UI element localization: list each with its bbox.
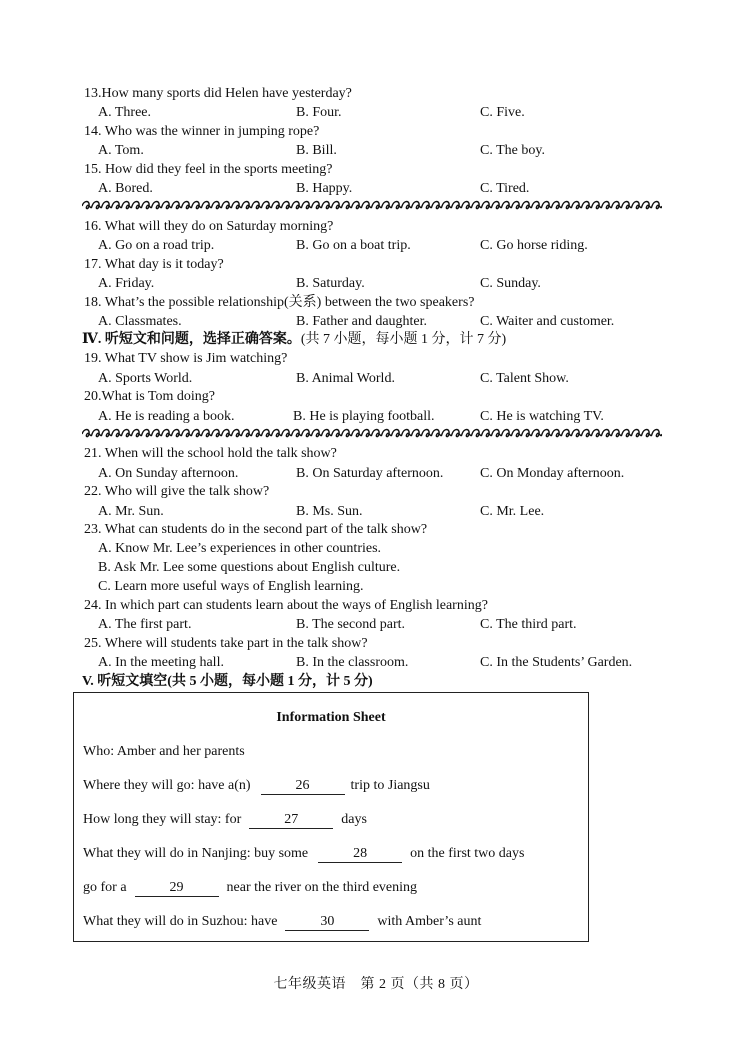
info-suzhou — [83, 913, 481, 931]
options-21 — [98, 465, 718, 483]
info-suzhou-label: What they will do in Suzhou: have — [83, 914, 278, 929]
option-a: A. The first part. — [98, 617, 192, 632]
option-a: A. Classmates. — [98, 314, 182, 329]
page-footer: 七年级英语 第 2 页（共 8 页） — [273, 977, 479, 992]
info-where-tail: trip to Jiangsu — [350, 778, 430, 793]
option-b: B. Animal World. — [296, 371, 395, 386]
info-where-label: Where they will go: have a(n) — [83, 778, 251, 793]
question-17: 17. What day is it today? — [84, 257, 224, 272]
options-14 — [98, 142, 718, 160]
option-a: A. Tom. — [98, 143, 144, 158]
information-sheet-title: Information Sheet — [276, 710, 386, 725]
blank-27: 27 — [249, 812, 333, 829]
option-c: C. In the Students’ Garden. — [480, 655, 633, 670]
option-a: A. On Sunday afternoon. — [98, 466, 239, 481]
info-who: Who: Amber and her parents — [83, 744, 245, 759]
option-a: A. Know Mr. Lee’s experiences in other countries. — [98, 541, 382, 556]
options-19 — [98, 370, 718, 388]
info-how-long-label: How long they will stay: for — [83, 812, 242, 827]
options-16 — [98, 237, 718, 255]
option-a: A. Go on a road trip. — [98, 238, 215, 253]
question-14: 14. Who was the winner in jumping rope? — [84, 124, 320, 139]
info-nanjing — [83, 845, 524, 863]
option-c: C. Five. — [480, 105, 525, 120]
info-nanjing-label: What they will do in Nanjing: buy some — [83, 846, 309, 861]
blank-29: 29 — [135, 880, 219, 897]
blank-30: 30 — [285, 914, 369, 931]
option-b: B. Bill. — [296, 143, 337, 158]
option-c: C. Tired. — [480, 181, 530, 196]
section-4-title: Ⅳ. 听短文和问题，选择正确答案。 — [82, 332, 301, 347]
info-go-for — [83, 879, 417, 897]
question-15: 15. How did they feel in the sports meeting? — [84, 162, 333, 177]
info-how-long — [83, 811, 367, 829]
section-5-heading: V. 听短文填空(共 5 小题，每小题 1 分，计 5 分) — [82, 674, 373, 689]
question-21: 21. When will the school hold the talk show? — [84, 446, 337, 461]
option-a: A. In the meeting hall. — [98, 655, 224, 670]
options-22 — [98, 503, 718, 521]
option-b: B. Ms. Sun. — [296, 504, 363, 519]
question-20: 20.What is Tom doing? — [84, 389, 215, 404]
info-nanjing-tail: on the first two days — [410, 846, 525, 861]
question-23: 23. What can students do in the second part of the talk show? — [84, 522, 428, 537]
option-c: C. The third part. — [480, 617, 577, 632]
question-13: 13.How many sports did Helen have yesterday? — [84, 86, 352, 101]
options-15 — [98, 180, 718, 198]
option-b: B. He is playing football. — [293, 409, 435, 424]
option-c: C. Mr. Lee. — [480, 504, 545, 519]
option-c: C. Waiter and customer. — [480, 314, 615, 329]
option-b: B. Four. — [296, 105, 342, 120]
option-c: C. Sunday. — [480, 276, 541, 291]
info-go-for-tail: near the river on the third evening — [226, 880, 418, 895]
question-25: 25. Where will students take part in the talk show? — [84, 636, 368, 651]
info-where — [83, 777, 430, 795]
option-a: A. Sports World. — [98, 371, 193, 386]
option-b: B. Saturday. — [296, 276, 365, 291]
option-c: C. Go horse riding. — [480, 238, 588, 253]
question-24: 24. In which part can students learn about the ways of English learning? — [84, 598, 488, 613]
options-18 — [98, 313, 718, 331]
option-b: B. Father and daughter. — [296, 314, 428, 329]
question-22: 22. Who will give the talk show? — [84, 484, 270, 499]
blank-26: 26 — [261, 778, 345, 795]
option-a: A. Bored. — [98, 181, 153, 196]
options-20 — [98, 408, 718, 426]
option-b: B. Ask Mr. Lee some questions about English culture. — [98, 560, 401, 575]
section-4-note: (共 7 小题，每小题 1 分，计 7 分) — [300, 332, 507, 347]
option-a: A. Mr. Sun. — [98, 504, 164, 519]
info-how-long-tail: days — [341, 812, 367, 827]
question-16: 16. What will they do on Saturday morning? — [84, 219, 334, 234]
option-c: C. He is watching TV. — [480, 409, 604, 424]
options-24 — [98, 616, 718, 634]
options-25 — [98, 654, 718, 672]
info-go-for-label: go for a — [83, 880, 127, 895]
option-c: C. The boy. — [480, 143, 545, 158]
wavy-divider — [82, 428, 662, 440]
option-c: C. On Monday afternoon. — [480, 466, 625, 481]
section-4-heading — [82, 331, 506, 349]
question-18: 18. What’s the possible relationship(关系) between the two speakers? — [84, 295, 475, 310]
option-b: B. In the classroom. — [296, 655, 409, 670]
option-b: B. Happy. — [296, 181, 353, 196]
option-c: C. Learn more useful ways of English learning. — [98, 579, 364, 594]
question-19: 19. What TV show is Jim watching? — [84, 351, 288, 366]
info-suzhou-tail: with Amber’s aunt — [377, 914, 482, 929]
option-b: B. The second part. — [296, 617, 405, 632]
option-b: B. On Saturday afternoon. — [296, 466, 444, 481]
wavy-divider — [82, 200, 662, 212]
information-sheet-box — [73, 692, 589, 942]
option-a: A. Three. — [98, 105, 151, 120]
option-b: B. Go on a boat trip. — [296, 238, 411, 253]
options-13 — [98, 104, 718, 122]
options-17 — [98, 275, 718, 293]
blank-28: 28 — [318, 846, 402, 863]
option-a: A. Friday. — [98, 276, 155, 291]
option-c: C. Talent Show. — [480, 371, 569, 386]
option-a: A. He is reading a book. — [98, 409, 235, 424]
